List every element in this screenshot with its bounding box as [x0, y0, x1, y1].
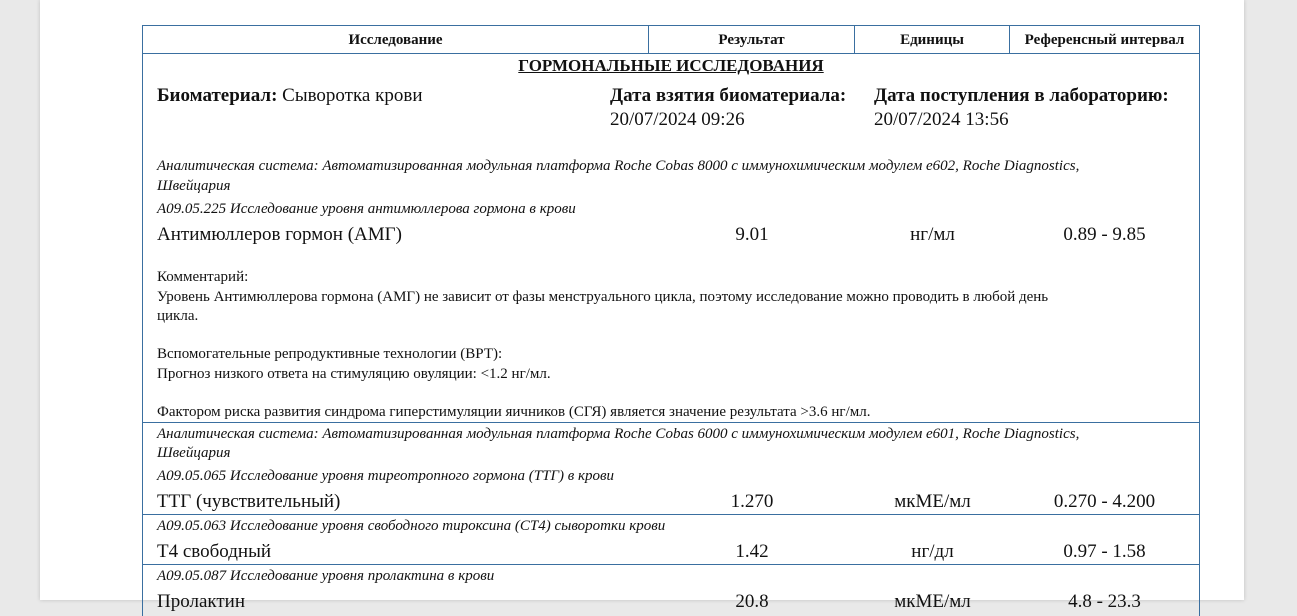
row-divider [143, 422, 1199, 423]
biomaterial-label: Биоматериал: [157, 85, 278, 106]
test-units: нг/мл [910, 224, 955, 245]
column-header-result: Результат [649, 26, 855, 54]
test-name: Пролактин [157, 591, 246, 612]
biomaterial-value: Сыворотка крови [277, 85, 423, 106]
comment-text: Прогноз низкого ответа на стимуляцию овуляции: <1.2 нг/мл. [157, 366, 551, 382]
test-result: 9.01 [735, 224, 769, 245]
test-name: Антимюллеров гормон (АМГ) [157, 224, 402, 245]
test-result: 1.270 [730, 491, 774, 512]
received-date-label: Дата поступления в лабораторию: [874, 85, 1169, 106]
test-reference: 4.8 - 23.3 [1068, 591, 1141, 612]
column-header-units: Единицы [855, 26, 1010, 54]
column-header-reference: Референсный интервал [1010, 26, 1199, 54]
collection-date-value: 20/07/2024 09:26 [610, 109, 745, 130]
test-reference: 0.89 - 9.85 [1063, 224, 1146, 245]
test-reference: 0.270 - 4.200 [1053, 491, 1156, 512]
analytic-system-line: Швейцария [157, 178, 231, 194]
analytic-system-line: Аналитическая система: Автоматизированная модульная платформа Roche Cobas 8000 с иммунохимическим модулем е602, Roche Diagnostics, [157, 158, 1080, 174]
analytic-system-line: Швейцария [157, 445, 231, 461]
test-code: A09.05.225 Исследование уровня антимюллерова гормона в крови [157, 201, 576, 217]
column-header-study: Исследование [143, 26, 649, 54]
report-page [40, 0, 1244, 612]
test-units: мкМЕ/мл [894, 591, 971, 612]
test-code: A09.05.063 Исследование уровня свободного тироксина (СТ4) сыворотки крови [157, 518, 666, 534]
comment-text: Уровень Антимюллерова гормона (АМГ) не зависит от фазы менструального цикла, поэтому исследование можно проводить в любой день [157, 289, 1049, 305]
comment-text: Фактором риска развития синдрома гиперстимуляции яичников (СГЯ) является значение результата >3.6 нг/мл. [157, 404, 871, 420]
biomaterial-info [157, 85, 423, 107]
test-result: 20.8 [735, 591, 769, 612]
comment-label: Комментарий: [157, 269, 249, 285]
test-name: ТТГ (чувствительный) [157, 491, 341, 512]
row-divider [143, 564, 1199, 565]
test-reference: 0.97 - 1.58 [1063, 541, 1146, 562]
section-title: ГОРМОНАЛЬНЫЕ ИССЛЕДОВАНИЯ [518, 56, 824, 75]
comment-text: цикла. [157, 308, 199, 324]
collection-date-label: Дата взятия биоматериала: [610, 85, 847, 106]
analytic-system-line: Аналитическая система: Автоматизированная модульная платформа Roche Cobas 6000 с иммунохимическим модулем е601, Roche Diagnostics, [157, 426, 1080, 442]
test-code: A09.05.087 Исследование уровня пролактина в крови [157, 568, 495, 584]
test-units: нг/дл [911, 541, 954, 562]
test-code: A09.05.065 Исследование уровня тиреотропного гормона (ТТГ) в крови [157, 468, 615, 484]
test-result: 1.42 [735, 541, 769, 562]
test-name: Т4 свободный [157, 541, 272, 562]
results-table [142, 25, 1200, 616]
comment-text: Вспомогательные репродуктивные технологии (ВРТ): [157, 346, 503, 362]
row-divider [143, 514, 1199, 515]
received-date-value: 20/07/2024 13:56 [874, 109, 1009, 130]
test-units: мкМЕ/мл [894, 491, 971, 512]
